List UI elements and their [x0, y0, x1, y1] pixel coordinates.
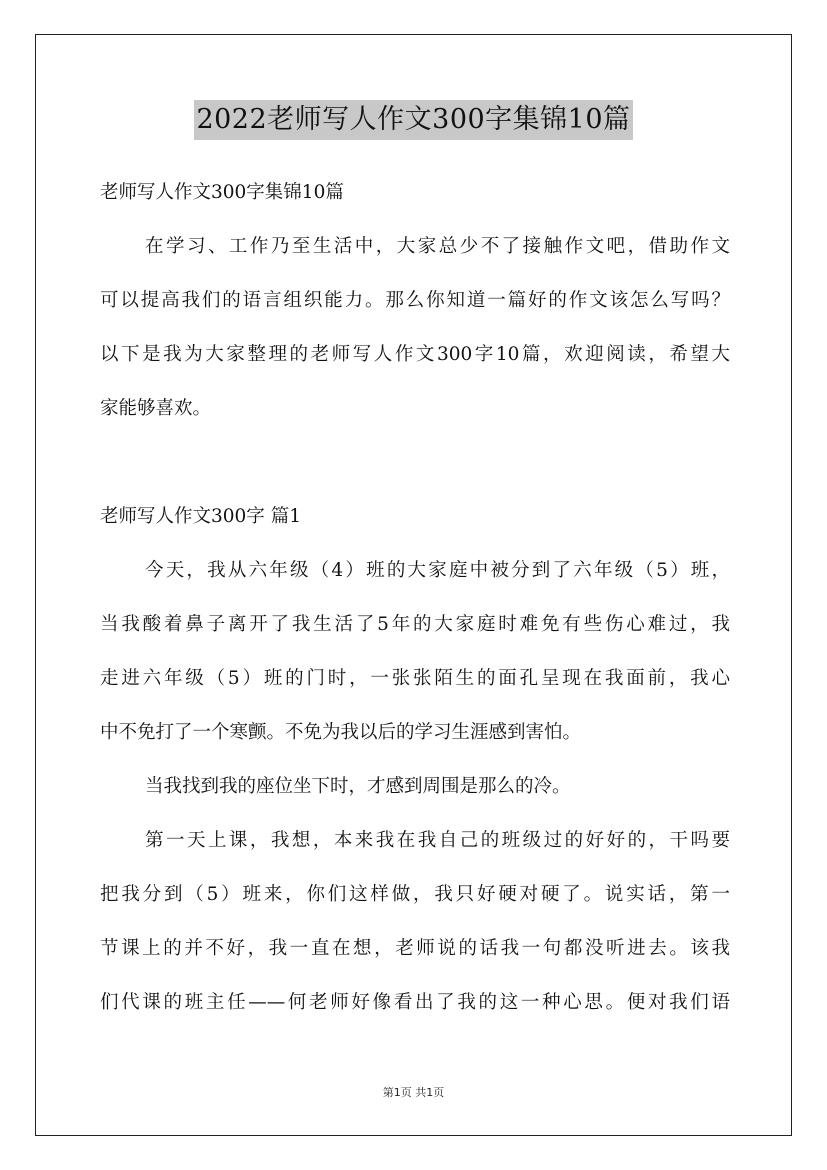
section-heading: 老师写人作文300字 篇1 — [100, 506, 301, 527]
paragraph-line: 第一天上课，我想，本来我在我自己的班级过的好好的，干吗要 — [145, 830, 730, 851]
paragraph-line: 把我分到（5）班来，你们这样做，我只好硬对硬了。说实话，第一 — [100, 884, 730, 905]
page-footer: 第1页 共1页 — [382, 1086, 445, 1099]
intro-line: 在学习、工作乃至生活中，大家总少不了接触作文吧，借助作文 — [145, 236, 730, 257]
intro-line: 家能够喜欢。 — [100, 398, 212, 419]
intro-line: 可以提高我们的语言组织能力。那么你知道一篇好的作文该怎么写吗？ — [100, 290, 730, 311]
paragraph-line: 当我找到我的座位坐下时，才感到周围是那么的冷。 — [145, 776, 571, 797]
document-subtitle: 老师写人作文300字集锦10篇 — [100, 182, 344, 203]
section-heading-block — [100, 490, 730, 544]
paragraph-line: 们代课的班主任——何老师好像看出了我的这一种心思。便对我们语 — [100, 992, 730, 1013]
paragraph-line: 节课上的并不好，我一直在想，老师说的话我一句都没听进去。该我 — [100, 938, 730, 959]
paragraph-line: 走进六年级（5）班的门时，一张张陌生的面孔呈现在我面前，我心 — [100, 668, 730, 689]
title-container — [0, 100, 827, 140]
paragraph-1 — [100, 544, 730, 760]
paragraph-line: 今天，我从六年级（4）班的大家庭中被分到了六年级（5）班， — [145, 560, 730, 581]
paragraph-line: 当我酸着鼻子离开了我生活了5年的大家庭时难免有些伤心难过，我 — [100, 614, 730, 635]
paragraph-3 — [100, 814, 730, 1030]
intro-paragraph — [100, 220, 730, 436]
paragraph-2 — [100, 760, 730, 814]
document-title: 2022老师写人作文300字集锦10篇 — [194, 100, 632, 140]
intro-line: 以下是我为大家整理的老师写人作文300字10篇，欢迎阅读，希望大 — [100, 344, 730, 365]
paragraph-line: 中不免打了一个寒颤。不免为我以后的学习生涯感到害怕。 — [100, 722, 582, 743]
document-subtitle-block — [100, 166, 730, 220]
